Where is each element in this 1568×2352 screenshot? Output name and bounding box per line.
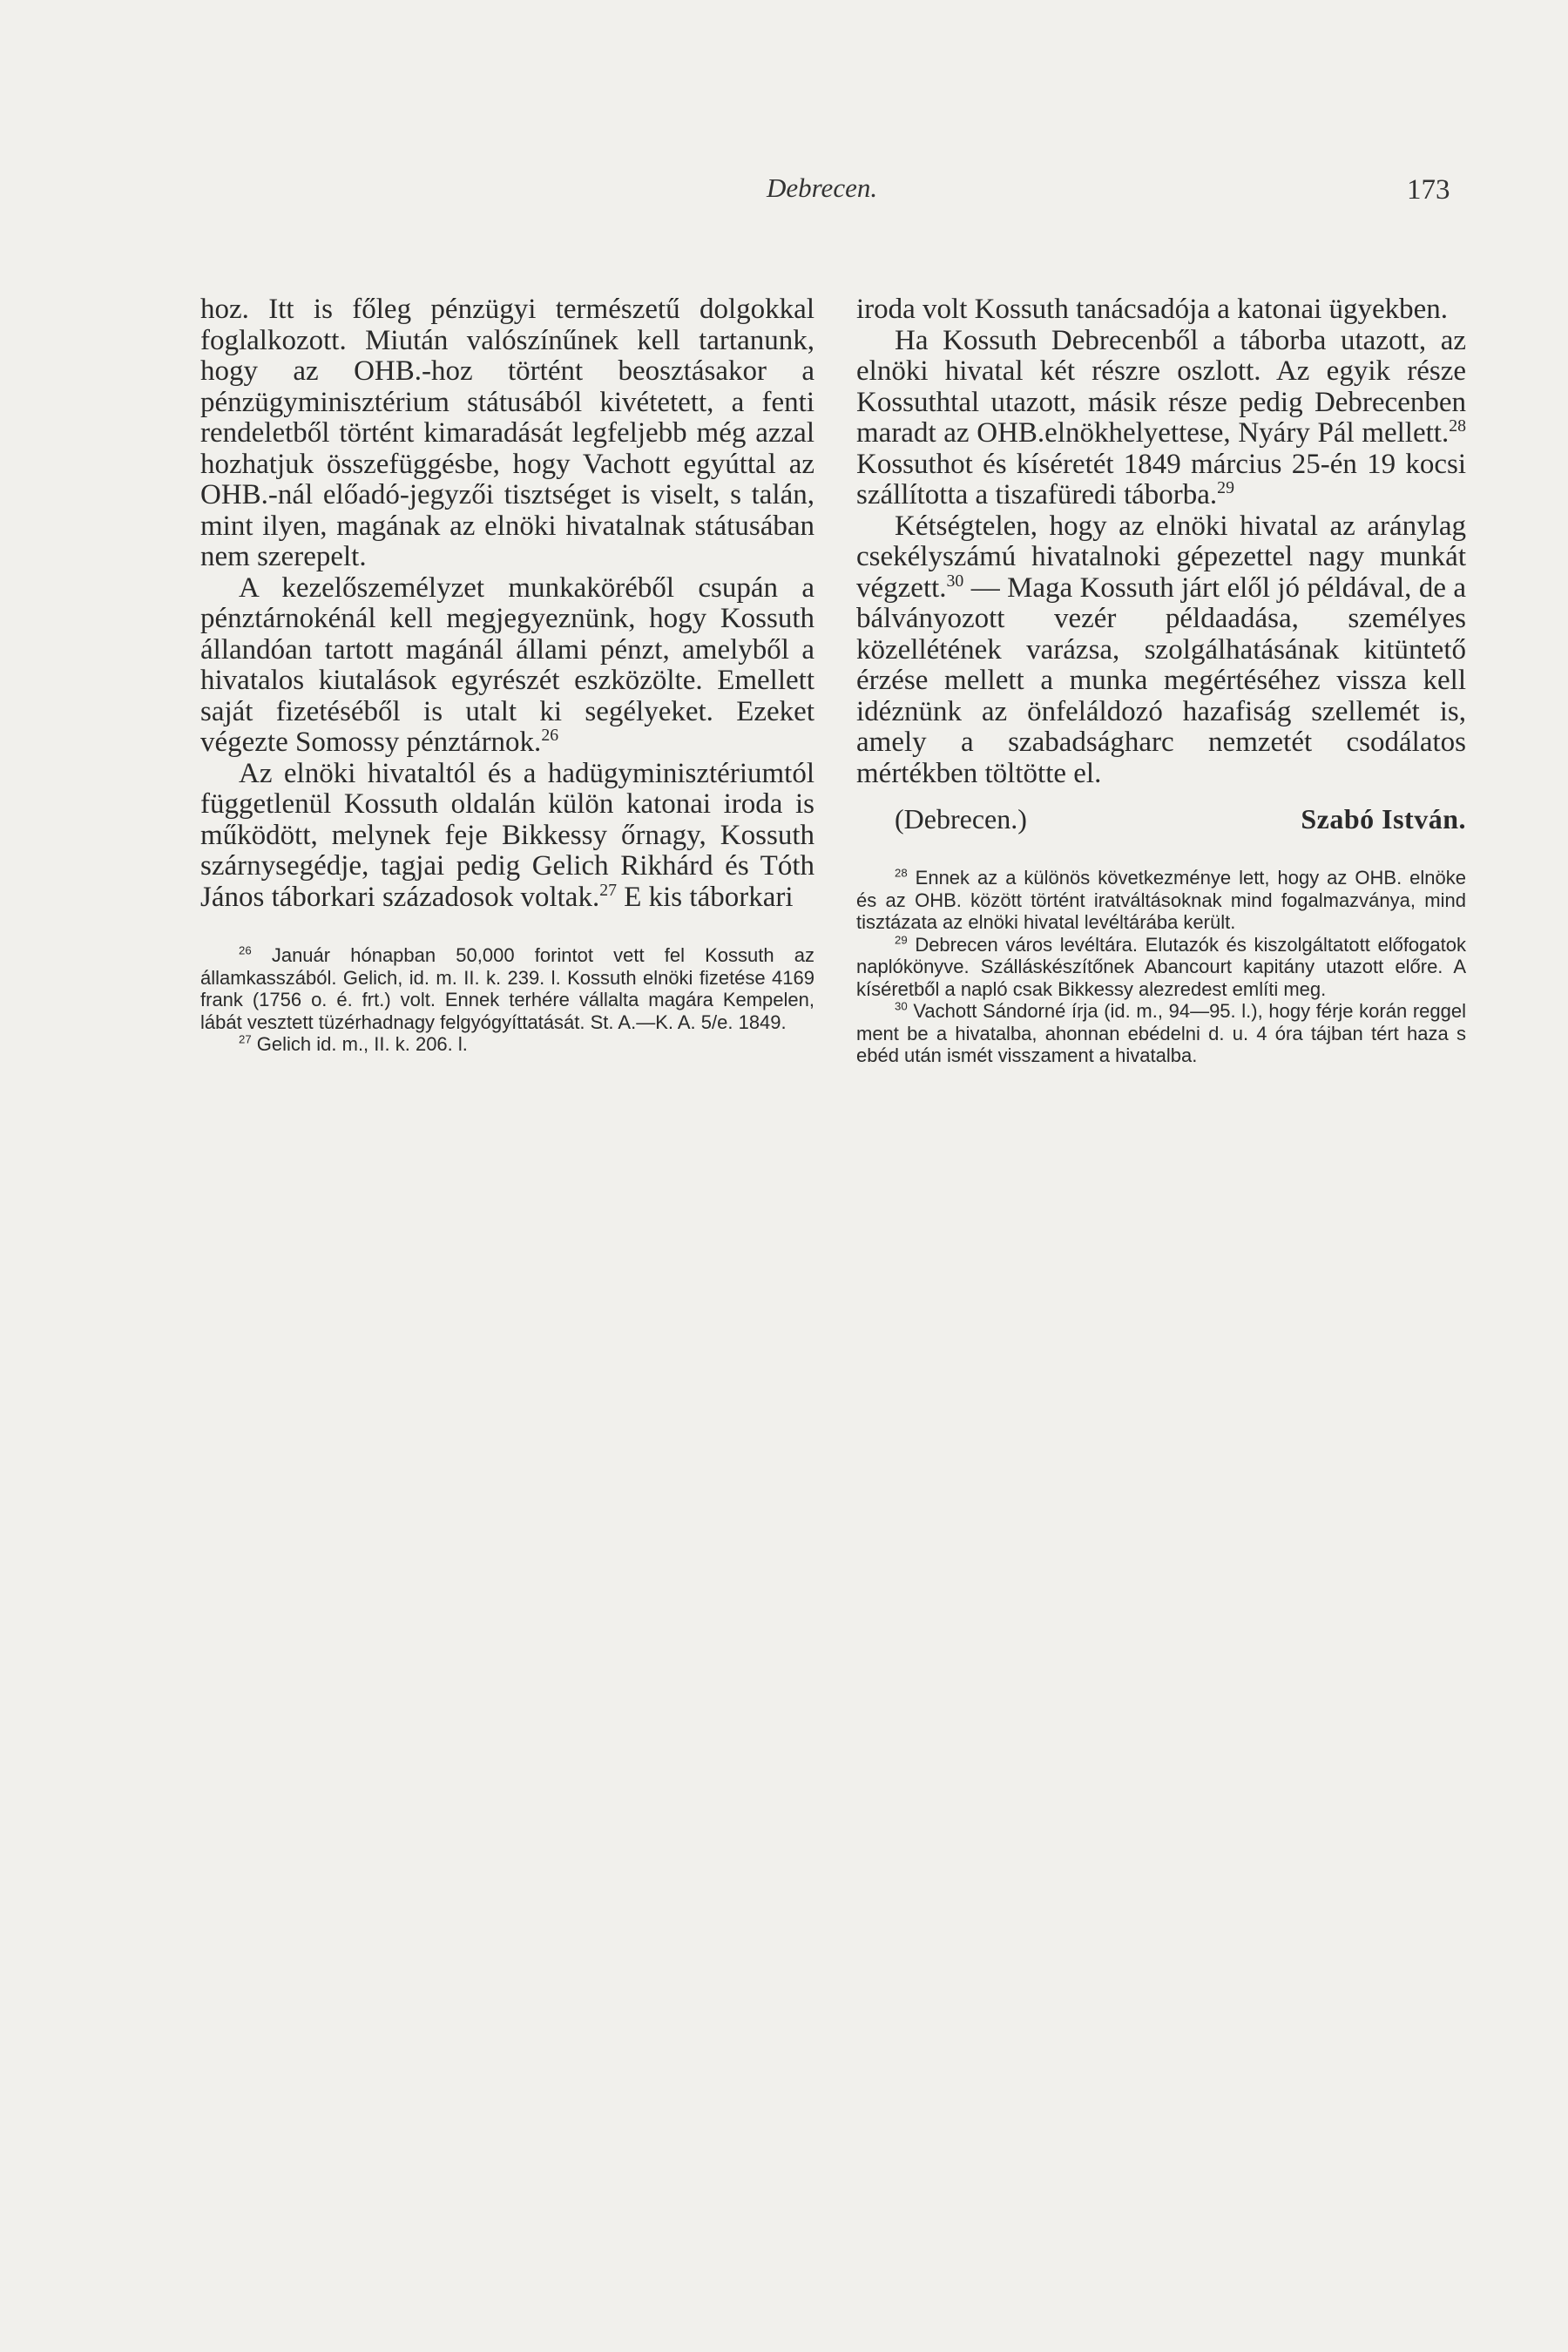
footnote-29: [856, 934, 1466, 1001]
right-paragraph-2-mid: Kossuthot és kíséretét 1849 március 25-én 19 kocsi szállította a tiszafüredi táborba.: [856, 448, 1466, 510]
footnote-28-number: 28: [895, 866, 908, 880]
footnote-30: [856, 1000, 1466, 1067]
running-head: Debrecen.: [767, 172, 878, 203]
footnote-27: [200, 1033, 814, 1056]
footnote-29-text: Debrecen város levéltára. Elutazók és kiszolgáltatott előfogatok naplókönyve. Szálláskészítőnek Abancourt kapitány utazott előre. A kíséretből a napló csak Bikkessy alezredest említi meg.: [856, 933, 1466, 1000]
footnote-28: [856, 867, 1466, 934]
footnote-29-number: 29: [895, 933, 908, 947]
signature-row: [856, 803, 1466, 835]
footnote-ref-28: 28: [1449, 416, 1466, 436]
footnote-28-text: Ennek az a különös következménye lett, hogy az OHB. elnöke és az OHB. között történt iratváltásoknak mind fogalmazványa, mind tisztázata az elnöki hivatal levéltárába került.: [856, 867, 1466, 933]
right-column: [856, 294, 1466, 1067]
left-paragraph-3: [200, 759, 814, 914]
footnote-26-text: Január hónapban 50,000 forintot vett fel Kossuth az államkasszából. Gelich, id. m. II. k. 239. l. Kossuth elnöki fizetése 4169 frank (1756 o. é. frt.) volt. Ennek terhére vállalta magára Kempelen, lábát vesztett tüzérhadnagy felgyógyíttatását. St. A.—K. A. 5/e. 1849.: [200, 944, 814, 1033]
right-paragraph-1: iroda volt Kossuth tanácsadója a katonai ügyekben.: [856, 294, 1449, 325]
left-paragraph-3-tail: E kis táborkari: [616, 881, 794, 913]
signature-place: (Debrecen.): [895, 803, 1027, 835]
right-paragraph-2-text: Ha Kossuth Debrecenből a táborba utazott, az elnöki hivatal két részre oszlott. Az egyik része Kossuthtal utazott, másik része pedig Debrecenben maradt az OHB.elnökhelyettese, Nyáry Pál mellett.: [856, 324, 1466, 449]
right-paragraph-3-text: Kétségtelen, hogy az elnöki hivatal az aránylag csekélyszámú hivatalnoki gépezettel nagy munkát végzett.: [856, 510, 1466, 604]
left-paragraph-3-text: Az elnöki hivataltól és a hadügyminisztériumtól függetlenül Kossuth oldalán külön katonai iroda is működött, melynek feje Bikkessy őrnagy, Kossuth szárnysegédje, tagjai pedig Gelich Rikhárd és Tóth János táborkari századosok voltak.: [200, 757, 814, 913]
page-number: 173: [1407, 174, 1450, 206]
footnote-26-number: 26: [239, 943, 252, 957]
footnote-30-number: 30: [895, 999, 908, 1013]
left-paragraph-2: [200, 573, 814, 759]
right-paragraph-2: [856, 326, 1466, 511]
left-footnotes: [200, 944, 814, 1056]
footnote-ref-29: 29: [1217, 478, 1234, 497]
footnote-26: [200, 944, 814, 1033]
left-paragraph-1: hoz. Itt is főleg pénzügyi természetű dolgokkal foglalkozott. Miután valószínűnek kell tartanunk, hogy az OHB.-hoz történt beosztásakor a pénzügyminisztérium státusából kivétetett, a fenti rendeletből történt kimaradását legfeljebb még azzal hozhatjuk összefüggésbe, hogy Vachott egyúttal az OHB.-nál előadó-jegyzői tisztséget is viselt, s talán, mint ilyen, magának az elnöki hivatalnak státusában nem szerepelt.: [200, 294, 814, 572]
footnote-27-number: 27: [239, 1032, 252, 1046]
right-paragraph-3-tail: — Maga Kossuth járt elől jó példával, de a bálványozott vezér példaadása, személyes közellétének varázsa, szolgálhatásának kitüntető érzése mellett a munka megértéséhez vissza kell idéznünk az önfeláldozó hazafiság szellemét is, amely a szabadságharc nemzetét csodálatos mértékben töltötte el.: [856, 571, 1466, 789]
signature-author: Szabó István.: [1301, 803, 1466, 835]
footnote-27-text: Gelich id. m., II. k. 206. l.: [256, 1033, 468, 1055]
left-column: [200, 294, 814, 1056]
right-footnotes: [856, 867, 1466, 1067]
left-paragraph-2-text: A kezelőszemélyzet munkaköréből csupán a pénztárnokénál kell megjegyeznünk, hogy Kossuth állandóan tartott magánál állami pénzt, amelyből a hivatalos kiutalások egyrészét eszközölte. Emellett saját fizetéséből is utalt ki segélyeket. Ezeket végezte Somossy pénztárnok.: [200, 571, 814, 758]
footnote-ref-30: 30: [946, 571, 964, 591]
footnote-ref-27: 27: [599, 880, 617, 900]
right-paragraph-3: [856, 511, 1466, 790]
footnote-ref-26: 26: [541, 726, 559, 745]
footnote-30-text: Vachott Sándorné írja (id. m., 94—95. l.), hogy férje korán reggel ment be a hivatalba, ahonnan ebédelni d. u. 4 óra tájban tért haza s ebéd után ismét visszament a hivatalba.: [856, 1000, 1466, 1066]
